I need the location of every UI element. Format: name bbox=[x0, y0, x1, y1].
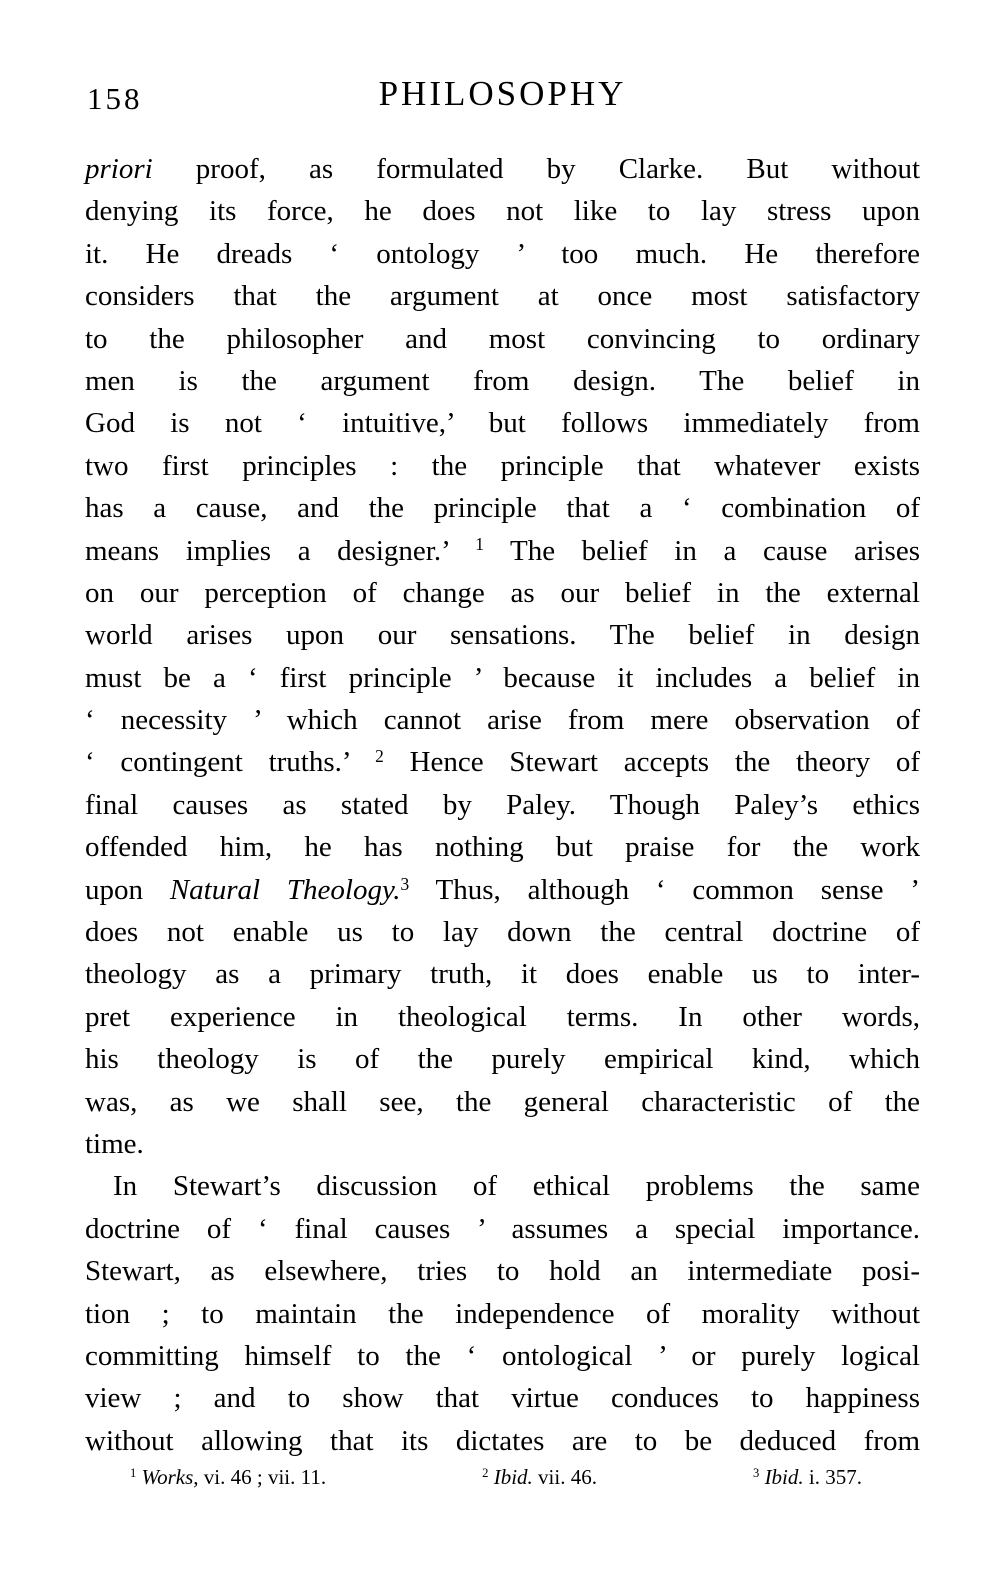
text-line bbox=[85, 445, 920, 487]
text-line bbox=[85, 869, 920, 911]
text-segment: i. 357. bbox=[803, 1465, 862, 1489]
text-segment: Stewart, as elsewhere, tries to hold an intermediate posi- bbox=[85, 1255, 920, 1288]
footnote bbox=[482, 1462, 597, 1495]
text-line bbox=[85, 1081, 920, 1123]
footnote-marker: 1 bbox=[130, 1466, 137, 1481]
text-segment: was, as we shall see, the general characteristic of the bbox=[85, 1085, 920, 1118]
text-line bbox=[85, 1123, 920, 1165]
text-segment: his theology is of the purely empirical kind, which bbox=[85, 1043, 920, 1076]
footnote-marker: 3 bbox=[400, 873, 410, 894]
text-line bbox=[85, 911, 920, 953]
text-segment: without allowing that its dictates are to be deduced from bbox=[85, 1424, 920, 1457]
page-number: 158 bbox=[87, 81, 143, 116]
text-segment: God is not ‘ intuitive,’ but follows immediately from bbox=[85, 407, 920, 440]
text-segment: pret experience in theological terms. In other words, bbox=[85, 1000, 920, 1033]
text-line bbox=[85, 657, 920, 699]
text-line bbox=[85, 1165, 920, 1207]
text-segment: theology as a primary truth, it does enable us to inter- bbox=[85, 958, 920, 991]
text-line bbox=[85, 1250, 920, 1292]
text-segment: means implies a designer.’ bbox=[85, 534, 476, 567]
text-segment: time. bbox=[85, 1127, 144, 1160]
text-segment: on our perception of change as our belief in the external bbox=[85, 576, 920, 609]
text-segment: Ibid. bbox=[764, 1465, 804, 1489]
text-line bbox=[85, 233, 920, 275]
text-segment: considers that the argument at once most satisfactory bbox=[85, 280, 920, 313]
text-line bbox=[85, 402, 920, 444]
text-segment: must be a ‘ first principle ’ because it includes a belief in bbox=[85, 661, 920, 694]
text-line bbox=[85, 487, 920, 529]
text-line bbox=[85, 784, 920, 826]
text-line bbox=[85, 996, 920, 1038]
text-line bbox=[85, 572, 920, 614]
text-line bbox=[85, 699, 920, 741]
footnote-marker: 1 bbox=[475, 534, 484, 555]
text-segment: Works bbox=[141, 1465, 194, 1489]
page-body bbox=[85, 148, 920, 1462]
text-segment: tion ; to maintain the independence of morality without bbox=[85, 1297, 920, 1330]
text-line bbox=[85, 741, 920, 783]
text-line bbox=[85, 1208, 920, 1250]
text-segment: offended him, he has nothing but praise for the work bbox=[85, 831, 920, 864]
text-line bbox=[85, 614, 920, 656]
text-line bbox=[85, 148, 920, 190]
text-line bbox=[85, 1293, 920, 1335]
text-segment: committing himself to the ‘ ontological ’ or purely logical bbox=[85, 1339, 920, 1372]
text-segment: it. He dreads ‘ ontology ’ too much. He therefore bbox=[85, 237, 920, 270]
text-segment: ‘ necessity ’ which cannot arise from mere observation of bbox=[85, 704, 920, 737]
text-line bbox=[85, 953, 920, 995]
text-segment: Ibid. bbox=[493, 1465, 533, 1489]
text-line bbox=[85, 318, 920, 360]
text-segment: Hence Stewart accepts the theory of bbox=[383, 746, 920, 779]
text-line bbox=[85, 530, 920, 572]
text-segment: The belief in a cause arises bbox=[483, 534, 920, 567]
text-segment: proof, as formulated by Clarke. But without bbox=[152, 153, 920, 185]
text-segment: has a cause, and the principle that a ‘ combination of bbox=[85, 492, 920, 525]
text-segment: ‘ contingent truths.’ bbox=[85, 746, 376, 779]
footnote bbox=[753, 1462, 862, 1495]
text-line bbox=[85, 1377, 920, 1419]
text-segment: final causes as stated by Paley. Though Paley’s ethics bbox=[85, 788, 920, 821]
running-title: PHILOSOPHY bbox=[378, 74, 627, 113]
text-segment: view ; and to show that virtue conduces to happiness bbox=[85, 1382, 920, 1415]
text-line bbox=[85, 1335, 920, 1377]
text-segment: denying its force, he does not like to lay stress upon bbox=[85, 195, 920, 228]
text-segment: Thus, although ‘ common sense ’ bbox=[409, 873, 921, 906]
text-segment: Natural Theology. bbox=[169, 873, 401, 906]
text-segment: two first principles : the principle that whatever exists bbox=[85, 449, 920, 482]
text-segment: men is the argument from design. The belief in bbox=[85, 364, 920, 397]
text-line bbox=[85, 275, 920, 317]
page-header bbox=[85, 74, 920, 116]
text-segment: priori bbox=[85, 153, 153, 185]
footnote bbox=[130, 1462, 326, 1495]
text-line bbox=[85, 826, 920, 868]
text-segment: In Stewart’s discussion of ethical problems the same bbox=[113, 1170, 920, 1203]
footnotes bbox=[85, 1462, 920, 1495]
footnote-marker: 2 bbox=[482, 1466, 489, 1481]
text-segment: doctrine of ‘ final causes ’ assumes a special importance. bbox=[85, 1212, 920, 1245]
text-line bbox=[85, 190, 920, 232]
footnote-marker: 3 bbox=[753, 1466, 760, 1481]
text-segment: to the philosopher and most convincing to ordinary bbox=[85, 322, 920, 355]
text-segment: does not enable us to lay down the central doctrine of bbox=[85, 916, 920, 949]
text-segment: vii. 46. bbox=[532, 1465, 597, 1489]
text-line bbox=[85, 1420, 920, 1462]
text-line bbox=[85, 360, 920, 402]
footnote-marker: 2 bbox=[375, 746, 384, 767]
text-segment: , vi. 46 ; vii. 11. bbox=[193, 1465, 327, 1489]
text-segment: upon bbox=[85, 873, 170, 906]
text-segment: world arises upon our sensations. The belief in design bbox=[85, 619, 920, 652]
text-line bbox=[85, 1038, 920, 1080]
